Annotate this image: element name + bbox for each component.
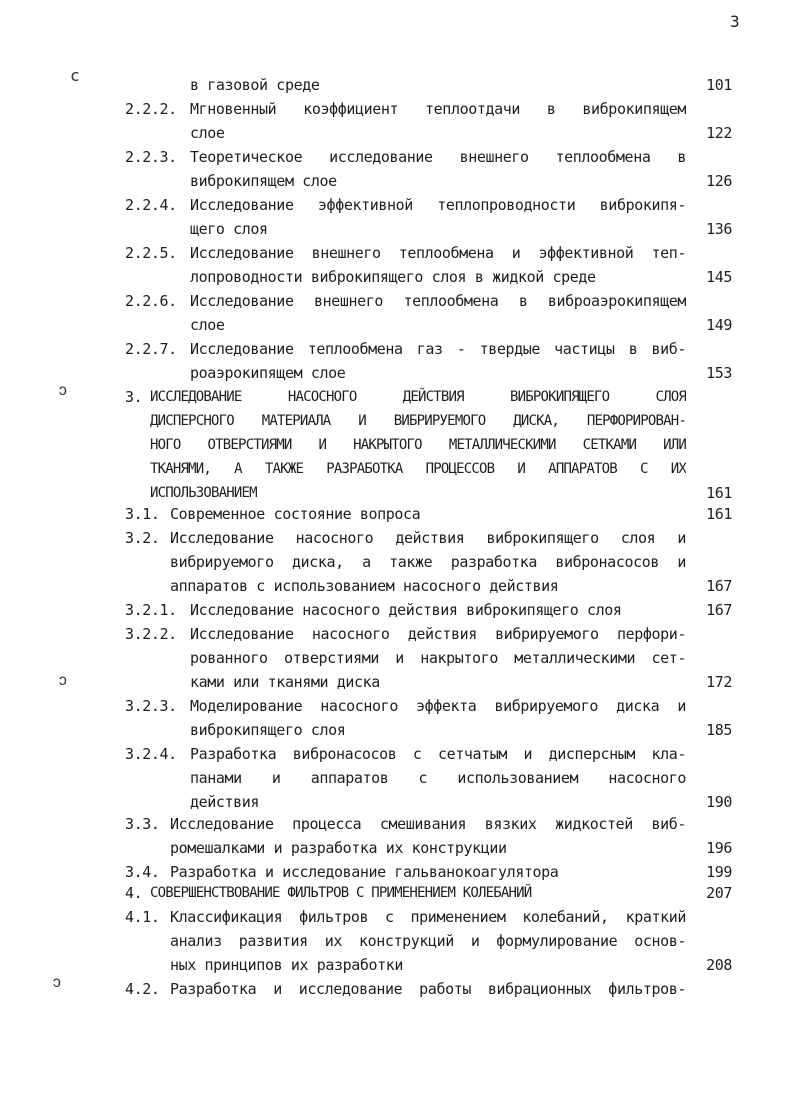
toc-line [0, 265, 799, 289]
toc-text: в газовой среде [190, 76, 320, 94]
toc-text: анализ развития их конструкций и формулирование основ- [170, 932, 686, 950]
toc-page: 190 [706, 793, 732, 811]
toc-number: 3.4. [125, 863, 160, 881]
toc-number: 2.2.6. [125, 292, 177, 310]
binding-hole-mark: ↄ [52, 972, 62, 991]
toc-text: Исследование насосного действия виброкипящего слоя [190, 601, 622, 619]
toc-page: 153 [706, 364, 732, 382]
toc-line [0, 241, 799, 265]
toc-page: 199 [706, 863, 732, 881]
toc-text: роаэрокипящем слое [190, 364, 346, 382]
toc-page: 161 [706, 505, 732, 523]
toc-line [0, 313, 799, 337]
toc-number: 4. [125, 884, 143, 902]
toc-page: 145 [706, 268, 732, 286]
toc-line [0, 670, 799, 694]
toc-number: 3.2. [125, 529, 160, 547]
toc-line [0, 169, 799, 193]
toc-text: лопроводности виброкипящего слоя в жидкой среде [190, 268, 596, 286]
toc-text: ИСПОЛЬЗОВАНИЕМ [150, 485, 257, 501]
toc-line [0, 790, 799, 814]
toc-line [0, 929, 799, 953]
toc-line [0, 766, 799, 790]
toc-text: ТКАНЯМИ, А ТАКЖЕ РАЗРАБОТКА ПРОЦЕССОВ И АППАРАТОВ С ИХ [150, 461, 686, 477]
toc-text: Исследование внешнего теплообмена и эффективной теп- [190, 244, 686, 262]
toc-text: Исследование внешнего теплообмена в виброаэрокипящем [190, 292, 686, 310]
binding-hole-mark: ϲ [70, 66, 80, 85]
toc-text: виброкипящего слоя [190, 721, 346, 739]
toc-text: СОВЕРШЕНСТВОВАНИЕ ФИЛЬТРОВ С ПРИМЕНЕНИЕМ КОЛЕБАНИЙ [150, 885, 532, 901]
toc-page: 172 [706, 673, 732, 691]
toc-line [0, 646, 799, 670]
toc-page: 149 [706, 316, 732, 334]
toc-line [0, 385, 799, 409]
toc-number: 4.1. [125, 908, 160, 926]
toc-line [0, 622, 799, 646]
toc-number: 3.3. [125, 815, 160, 833]
toc-number: 2.2.2. [125, 100, 177, 118]
toc-text: Исследование теплообмена газ - твердые частицы в виб- [190, 340, 686, 358]
toc-line [0, 457, 799, 481]
toc-page: 126 [706, 172, 732, 190]
toc-line [0, 550, 799, 574]
toc-page: 185 [706, 721, 732, 739]
toc-line [0, 598, 799, 622]
toc-line [0, 73, 799, 97]
toc-text: Исследование насосного действия виброкипящего слоя и [170, 529, 686, 547]
toc-number: 3.2.4. [125, 745, 177, 763]
toc-line [0, 836, 799, 860]
toc-text: ных принципов их разработки [170, 956, 404, 974]
toc-text: рованного отверстиями и накрытого металлическими сет- [190, 649, 686, 667]
toc-text: Исследование эффективной теплопроводности виброкипя- [190, 196, 686, 214]
toc-text: слое [190, 124, 225, 142]
toc-text: щего слоя [190, 220, 268, 238]
toc-page: 122 [706, 124, 732, 142]
toc-number: 3.2.3. [125, 697, 177, 715]
toc-line [0, 953, 799, 977]
toc-text: действия [190, 793, 260, 811]
toc-text: Разработка и исследование работы вибрационных фильтров- [170, 980, 686, 998]
toc-text: ДИСПЕРСНОГО МАТЕРИАЛА И ВИБРИРУЕМОГО ДИСКА, ПЕРФОРИРОВАН- [150, 413, 686, 429]
toc-text: НОГО ОТВЕРСТИЯМИ И НАКРЫТОГО МЕТАЛЛИЧЕСКИМИ СЕТКАМИ ИЛИ [150, 437, 686, 453]
toc-line [0, 193, 799, 217]
toc-text: Разработка вибронасосов с сетчатым и дисперсным кла- [190, 745, 686, 763]
toc-text: ромешалками и разработка их конструкции [170, 839, 507, 857]
toc-number: 3. [125, 388, 143, 406]
toc-text: панами и аппаратов с использованием насосного [190, 769, 686, 787]
toc-number: 3.2.2. [125, 625, 177, 643]
toc-line [0, 337, 799, 361]
toc-number: 3.1. [125, 505, 160, 523]
toc-number: 2.2.7. [125, 340, 177, 358]
toc-line [0, 121, 799, 145]
toc-line [0, 526, 799, 550]
toc-line [0, 145, 799, 169]
toc-text: слое [190, 316, 225, 334]
toc-line [0, 694, 799, 718]
toc-page: 208 [706, 956, 732, 974]
toc-text: Исследование насосного действия вибрируемого перфори- [190, 625, 686, 643]
toc-line [0, 433, 799, 457]
toc-number: 2.2.3. [125, 148, 177, 166]
toc-page: 136 [706, 220, 732, 238]
toc-text: Мгновенный коэффициент теплоотдачи в виброкипящем [190, 100, 686, 118]
toc-text: ИССЛЕДОВАНИЕ НАСОСНОГО ДЕЙСТВИЯ ВИБРОКИПЯЩЕГО СЛОЯ [150, 389, 686, 405]
toc-line [0, 718, 799, 742]
toc-number: 4.2. [125, 980, 160, 998]
toc-text: ками или тканями диска [190, 673, 380, 691]
toc-line [0, 977, 799, 1001]
toc-text: Исследование процесса смешивания вязких жидкостей виб- [170, 815, 686, 833]
toc-page: 101 [706, 76, 732, 94]
toc-number: 3.2.1. [125, 601, 177, 619]
toc-page: 167 [706, 601, 732, 619]
toc-text: Разработка и исследование гальванокоагулятора [170, 863, 559, 881]
toc-line [0, 905, 799, 929]
binding-hole-mark: ↄ [58, 380, 68, 399]
page-number: 3 [730, 12, 740, 31]
toc-page: 196 [706, 839, 732, 857]
toc-line [0, 409, 799, 433]
toc-text: виброкипящем слое [190, 172, 337, 190]
toc-line [0, 502, 799, 526]
binding-hole-mark: ↄ [58, 670, 68, 689]
toc-line [0, 812, 799, 836]
toc-line [0, 97, 799, 121]
toc-line [0, 289, 799, 313]
toc-page: 161 [706, 484, 732, 502]
toc-line [0, 742, 799, 766]
toc-number: 2.2.4. [125, 196, 177, 214]
toc-text: Современное состояние вопроса [170, 505, 421, 523]
toc-page: 207 [706, 884, 732, 902]
toc-line [0, 881, 799, 905]
toc-text: Классификация фильтров с применением колебаний, краткий [170, 908, 686, 926]
toc-line [0, 217, 799, 241]
toc-page: 167 [706, 577, 732, 595]
toc-line [0, 574, 799, 598]
toc-number: 2.2.5. [125, 244, 177, 262]
toc-text: Моделирование насосного эффекта вибрируемого диска и [190, 697, 686, 715]
toc-line [0, 361, 799, 385]
toc-text: вибрируемого диска, а также разработка вибронасосов и [170, 553, 686, 571]
toc-text: аппаратов с использованием насосного действия [170, 577, 559, 595]
toc-text: Теоретическое исследование внешнего теплообмена в [190, 148, 686, 166]
